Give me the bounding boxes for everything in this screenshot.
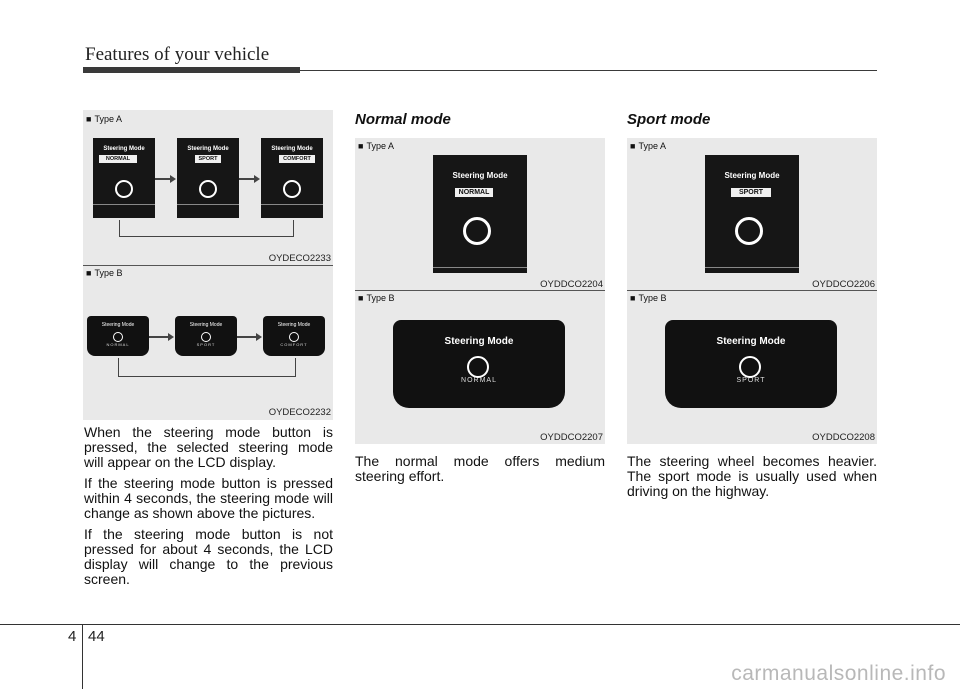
type-b-label: ■ Type B [86, 268, 123, 278]
footer-rule [0, 624, 960, 625]
wide-title: Steering Mode [189, 322, 223, 328]
lcd-divider [433, 267, 527, 268]
header-rule [300, 70, 877, 71]
steering-wheel-icon [201, 332, 211, 342]
figure-code: OYDDCO2208 [812, 432, 875, 443]
figure-divider [355, 290, 605, 291]
paragraph: The normal mode offers medium steering effort. [355, 453, 605, 484]
figure-code: OYDECO2232 [268, 407, 331, 418]
type-a-label: ■ Type A [630, 141, 666, 151]
wide-screen-comfort [263, 316, 325, 356]
wide-mode: NORMAL [106, 342, 130, 347]
steering-wheel-icon [463, 217, 491, 245]
lcd-screen-comfort [261, 138, 323, 218]
sport-mode-heading: Sport mode [627, 111, 711, 128]
mode-chip: COMFORT [279, 155, 315, 163]
lcd-divider [93, 204, 155, 205]
watermark[interactable]: carmanualsonline.info [731, 662, 946, 685]
lcd-screen-normal [433, 155, 527, 273]
figure-code: OYDECO2233 [268, 253, 331, 264]
arrow-right-icon [149, 336, 169, 338]
figure-code: OYDDCO2204 [540, 279, 603, 290]
lcd-title: Steering Mode [724, 171, 780, 180]
type-b-label: ■ Type B [630, 293, 667, 303]
paragraph: When the steering mode button is pressed, the selected steering mode will appear on the LCD display. [84, 424, 333, 470]
lcd-screen-normal [93, 138, 155, 218]
arrow-right-icon [239, 178, 255, 180]
paragraph: The steering wheel becomes heavier. The sport mode is usually used when driving on the highway. [627, 453, 877, 499]
wide-screen-normal [393, 320, 565, 408]
normal-mode-heading: Normal mode [355, 111, 451, 128]
page-number: 44 [88, 628, 105, 645]
lcd-screen-sport [705, 155, 799, 273]
mode-chip: SPORT [195, 155, 221, 163]
left-body-text [84, 425, 333, 593]
footer-divider [82, 625, 83, 689]
figure-code: OYDDCO2207 [540, 432, 603, 443]
figure-code: OYDDCO2206 [812, 279, 875, 290]
figure-left [83, 110, 333, 420]
normal-body-text [355, 454, 605, 490]
steering-wheel-icon [283, 180, 301, 198]
page-header-title: Features of your vehicle [85, 44, 270, 65]
lcd-title: Steering Mode [187, 146, 229, 152]
wide-mode: SPORT [196, 342, 216, 347]
type-b-label: ■ Type B [358, 293, 395, 303]
chapter-number: 4 [68, 628, 77, 645]
steering-wheel-icon [289, 332, 299, 342]
wide-screen-normal [87, 316, 149, 356]
wide-title: Steering Mode [277, 322, 311, 328]
wide-screen-sport [175, 316, 237, 356]
lcd-title: Steering Mode [103, 146, 145, 152]
return-connector [118, 358, 296, 377]
lcd-divider [177, 204, 239, 205]
lcd-title: Steering Mode [271, 146, 313, 152]
arrow-right-icon [237, 336, 257, 338]
arrow-right-icon [155, 178, 171, 180]
return-connector [119, 220, 294, 237]
figure-divider [83, 265, 333, 266]
type-a-label: ■ Type A [358, 141, 394, 151]
steering-wheel-icon [115, 180, 133, 198]
steering-wheel-icon [199, 180, 217, 198]
mode-chip: SPORT [731, 188, 771, 197]
mode-chip: NORMAL [99, 155, 137, 163]
wide-title: Steering Mode [716, 336, 786, 347]
sport-body-text [627, 454, 877, 505]
wide-mode: COMFORT [280, 342, 308, 347]
figure-divider [627, 290, 877, 291]
header-bar [83, 67, 300, 73]
lcd-divider [705, 267, 799, 268]
wide-mode: NORMAL [461, 377, 497, 384]
paragraph: If the steering mode button is not pressed for about 4 seconds, the LCD display will change to the previous screen. [84, 526, 333, 587]
wide-mode: SPORT [736, 377, 766, 384]
mode-chip: NORMAL [455, 188, 493, 197]
lcd-screen-sport [177, 138, 239, 218]
wide-screen-sport [665, 320, 837, 408]
figure-sport [627, 138, 877, 444]
figure-normal [355, 138, 605, 444]
type-a-label: ■ Type A [86, 114, 122, 124]
lcd-divider [261, 204, 323, 205]
steering-wheel-icon [735, 217, 763, 245]
wide-title: Steering Mode [101, 322, 135, 328]
wide-title: Steering Mode [444, 336, 514, 347]
steering-wheel-icon [467, 356, 489, 378]
paragraph: If the steering mode button is pressed within 4 seconds, the steering mode will change as shown above the pictures. [84, 475, 333, 521]
lcd-title: Steering Mode [452, 171, 508, 180]
steering-wheel-icon [739, 356, 761, 378]
steering-wheel-icon [113, 332, 123, 342]
